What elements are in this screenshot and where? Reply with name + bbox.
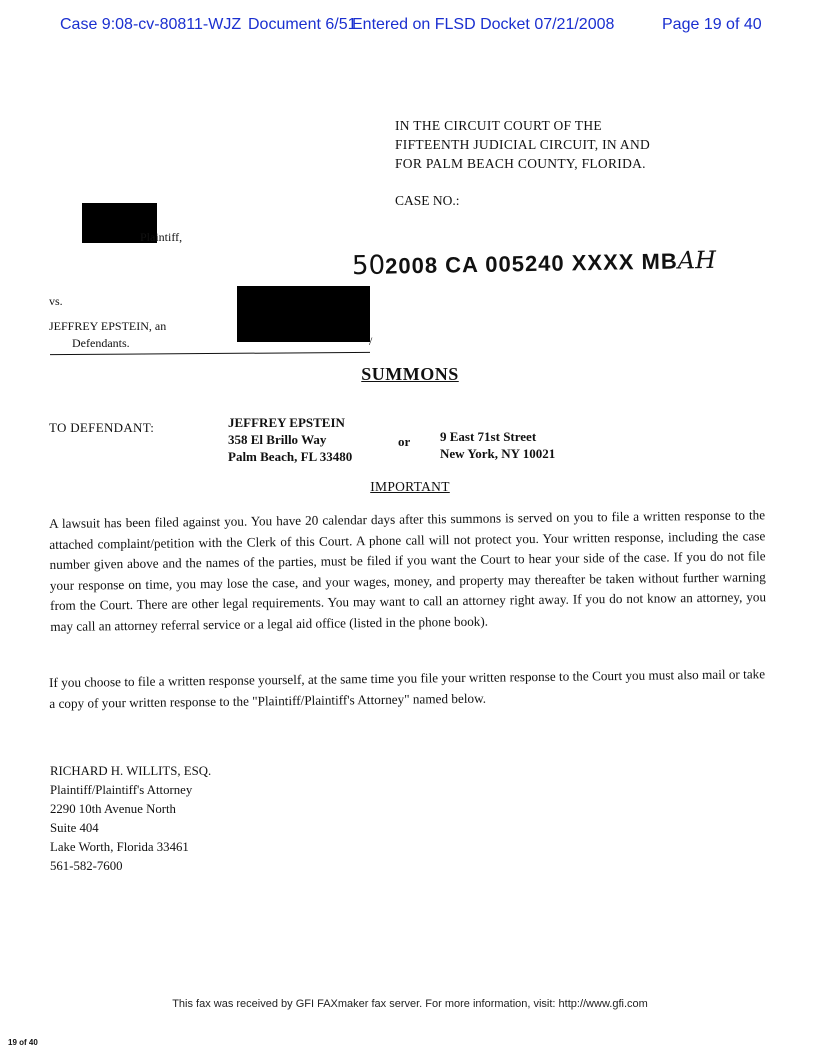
- header-page: Page 19 of 40: [662, 16, 762, 33]
- address-2-line-2: New York, NY 10021: [440, 446, 556, 461]
- address-1-line-1: 358 El Brillo Way: [228, 432, 327, 447]
- header-document: Document 6/51: [248, 16, 357, 33]
- to-defendant-label: TO DEFENDANT:: [49, 420, 155, 435]
- case-number-initials: AH: [677, 245, 717, 275]
- attorney-city: Lake Worth, Florida 33461: [50, 840, 189, 854]
- page-label: 19 of 40: [8, 1038, 38, 1047]
- address-2-line-1: 9 East 71st Street: [440, 429, 537, 444]
- attorney-name: RICHARD H. WILLITS, ESQ.: [50, 764, 212, 778]
- plaintiff-label: Plaintiff,: [140, 230, 183, 244]
- court-line-3: FOR PALM BEACH COUNTY, FLORIDA.: [395, 156, 646, 171]
- court-line-2: FIFTEENTH JUDICIAL CIRCUIT, IN AND: [395, 137, 651, 152]
- attorney-role: Plaintiff/Plaintiff's Attorney: [50, 783, 193, 797]
- attorney-block: [50, 762, 211, 876]
- case-number-prefix: 50: [351, 250, 386, 282]
- header-case-number: Case 9:08-cv-80811-WJZ: [60, 16, 242, 33]
- fax-footer: This fax was received by GFI FAXmaker fax server. For more information, visit: http://www.gfi.com: [172, 998, 648, 1010]
- caption-slash: /: [369, 334, 373, 348]
- defendant-address-1: [228, 414, 352, 465]
- court-caption: [395, 116, 695, 173]
- caption-divider: [50, 352, 370, 355]
- versus-label: vs.: [49, 294, 63, 308]
- or-label: or: [398, 434, 411, 449]
- case-number-main: 2008 CA 005240 XXXX MB: [384, 248, 678, 279]
- address-1-line-2: Palm Beach, FL 33480: [228, 449, 353, 464]
- important-heading: IMPORTANT: [370, 479, 450, 494]
- case-no-label: CASE NO.:: [395, 193, 460, 208]
- defendant-address-2: [440, 428, 555, 462]
- case-number: [352, 245, 716, 281]
- court-line-1: IN THE CIRCUIT COURT OF THE: [395, 118, 602, 133]
- document-title: SUMMONS: [361, 364, 459, 384]
- attorney-suite: Suite 404: [50, 821, 99, 835]
- attorney-phone: 561-582-7600: [50, 859, 123, 873]
- body-paragraph-1: A lawsuit has been filed against you. You have 20 calendar days after this summons is served on you to file a written response to the attached complaint/petition with the Clerk of this Court. A phone call will not protect you. Your written response, including the case number given above and the names of the parties, must be filed if you want the Court to hear your side of the case. If you do not file your response on time, you may lose the case, and your wages, money, and property may thereafter be taken without further warning from the Court. There are other legal requirements. You may want to call an attorney right away. If you do not know an attorney, you may call an attorney referral service or a legal aid office (listed in the phone book).: [49, 507, 767, 634]
- defendant-name: JEFFREY EPSTEIN, an: [49, 319, 167, 333]
- attorney-street: 2290 10th Avenue North: [50, 802, 176, 816]
- to-defendant-name: JEFFREY EPSTEIN: [228, 415, 345, 430]
- body-paragraph-2: If you choose to file a written response yourself, at the same time you file your written response to the Court you must also mail or take a copy of your written response to the "Plaintiff/Plaintiff's Attorney" named below.: [49, 666, 766, 711]
- redaction-defendant: [237, 286, 370, 342]
- header-entered: Entered on FLSD Docket 07/21/2008: [352, 16, 615, 33]
- defendants-label: Defendants.: [72, 336, 130, 350]
